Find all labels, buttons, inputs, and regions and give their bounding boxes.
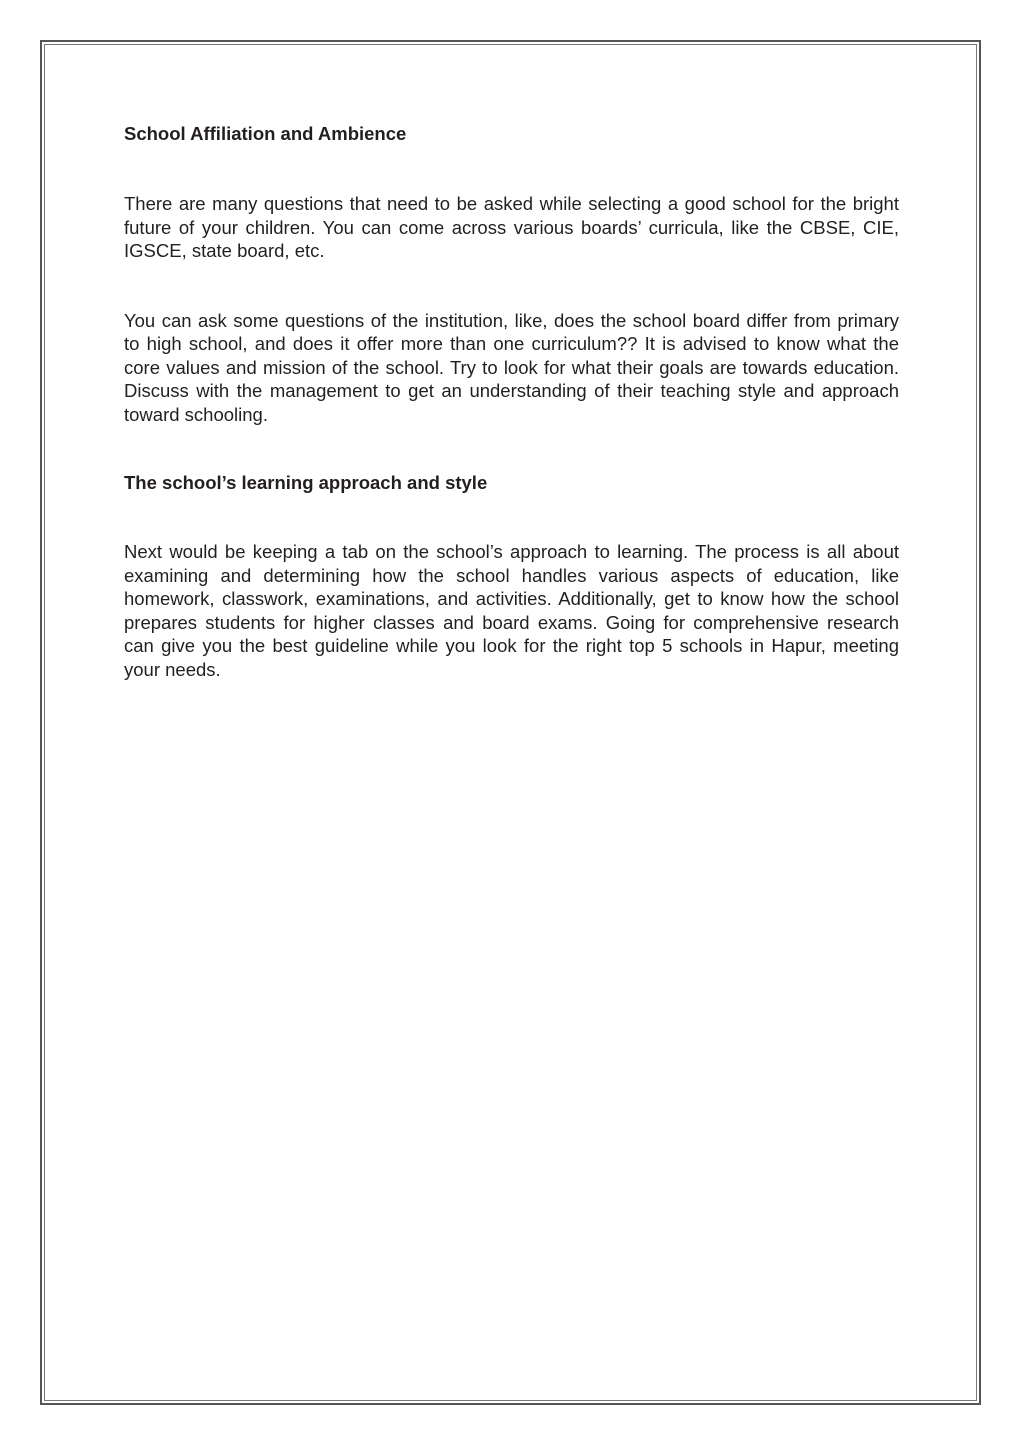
paragraph-learning-approach: Next would be keeping a tab on the school’s approach to learning. The process is all about examining and determining how the school handles various aspects of education, like homework, classwork, examinations, and activities. Additionally, get to know how the school prepares students for higher classes and board exams. Going for comprehensive research can give you the best guideline while you look for the right top 5 schools in Hapur, meeting your needs. <box>124 541 899 680</box>
section-heading-affiliation: School Affiliation and Ambience <box>124 123 407 144</box>
document-body <box>124 122 899 681</box>
paragraph-institution-questions: You can ask some questions of the institution, like, does the school board differ from primary to high school, and does it offer more than one curriculum?? It is advised to know what the core values and mission of the school. Try to look for what their goals are towards education. Discuss with the management to get an understanding of their teaching style and approach toward schooling. <box>124 309 899 425</box>
section-heading-learning-approach: The school’s learning approach and style <box>124 472 488 493</box>
paragraph-questions: There are many questions that need to be asked while selecting a good school for the bright future of your children. You can come across various boards’ curricula, like the CBSE, CIE, IGSCE, state board, etc. <box>124 193 899 261</box>
